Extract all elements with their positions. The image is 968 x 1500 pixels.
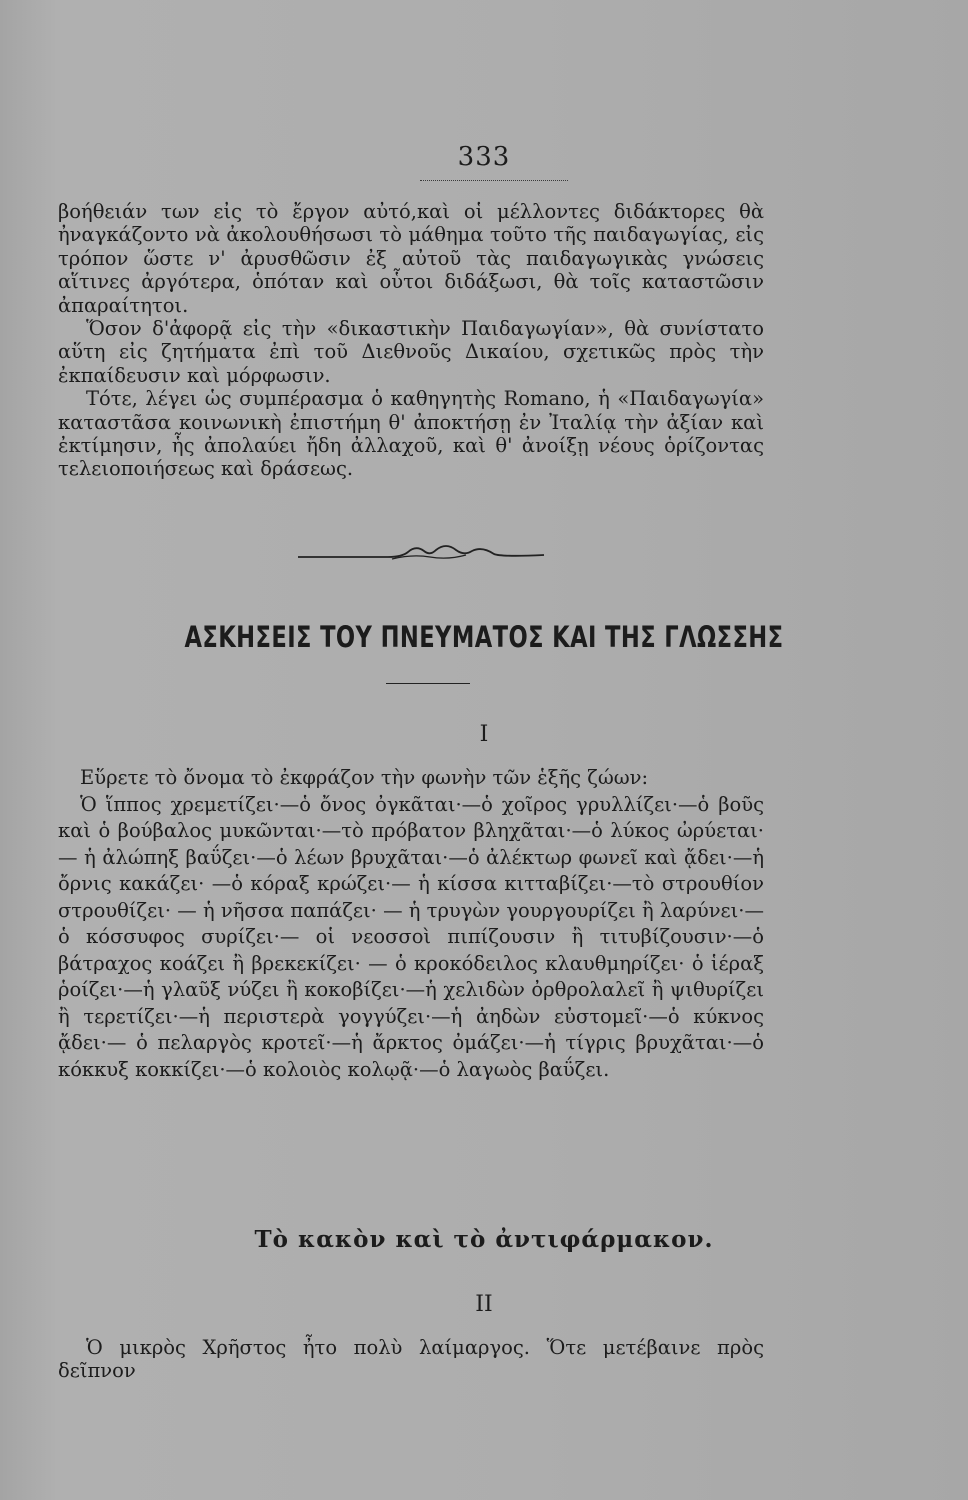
exercise-2-first-line: Ὁ μικρὸς Χρῆστος ἦτο πολὺ λαίμαργος. Ὅτε μετέβαινε πρὸς δεῖπνον [58, 1336, 764, 1382]
exercise-1-text [58, 765, 764, 1083]
exercise-1-body: Ὁ ἵππος χρεμετίζει·—ὁ ὄνος ὀγκᾶται·—ὁ χοῖρος γρυλλίζει·—ὁ βοῦς καὶ ὁ βούβαλος μυκῶνται·—τὸ πρόβατον βληχᾶται·—ὁ λύκος ὠρύεται· — ἡ ἀλώπηξ βαΰζει·—ὁ λέων βρυχᾶται·—ὁ ἀλέκτωρ φωνεῖ καὶ ᾄδει·—ἡ ὄρνις κακάζει· —ὁ κόραξ κρώζει·— ἡ κίσσα κιτταβίζει·—τὸ στρουθίον στρουθίζει· — ἡ νῆσσα παπάζει· — ἡ τρυγὼν γουργουρίζει ἢ λαρύνει·— ὁ κόσσυφος συρίζει·— οἱ νεοσσοὶ πιπίζουσιν ἢ τιτυβίζουσιν·—ὁ βάτραχος κοάζει ἢ βρεκεκίζει· — ὁ κροκόδειλος κλαυθμηρίζει· ὁ ἱέραξ ῥοίζει·—ἡ γλαῦξ νύζει ἢ κοκοβίζει·—ἡ χελιδὼν ὀρθρολαλεῖ ἢ ψιθυρίζει ἢ τερετίζει·—ἡ περιστερὰ γογγύζει·—ἡ ἀηδὼν εὐστομεῖ·—ὁ κύκνος ᾄδει·— ὁ πελαργὸς κροτεῖ·—ἡ ἄρκτος ὀμάζει·—ἡ τίγρις βρυχᾶται·—ὁ κόκκυξ κοκκίζει·—ὁ κολοιὸς κολῳᾷ·—ὁ λαγωὸς βαΰζει. [58, 792, 764, 1081]
exercise-2-subtitle: Τὸ κακὸν καὶ τὸ ἀντιφάρμακον. [254, 1226, 714, 1253]
exercise-numeral-1: I [479, 722, 489, 747]
page-number: 333 [457, 142, 511, 172]
decorative-divider-ornament [296, 540, 546, 564]
title-rule [386, 683, 470, 684]
paragraph-3: Τότε, λέγει ὡς συμπέρασμα ὁ καθηγητὴς Romano, ἡ «Παιδαγωγία» καταστᾶσα κοινωνικὴ ἐπιστήμη θ' ἀποκτήσῃ ἐν Ἰταλίᾳ τὴν ἀξίαν καὶ ἐκτίμησιν, ἧς ἀπολαύει ἤδη ἀλλαχοῦ, καὶ θ' ἀνοίξῃ νέους ὁρίζοντας τελειοποιήσεως καὶ δράσεως. [58, 387, 764, 481]
section-title: ΑΣΚΗΣΕΙΣ ΤΟΥ ΠΝΕΥΜΑΤΟΣ ΚΑΙ ΤΗΣ ΓΛΩΣΣΗΣ [184, 620, 784, 654]
exercise-numeral-2: II [475, 1292, 493, 1317]
body-text [58, 200, 764, 481]
paragraph-1: βοήθειάν των εἰς τὸ ἔργον αὐτό,καὶ οἱ μέλλοντες διδάκτορες θὰ ἠναγκάζοντο νὰ ἀκολουθήσωσι τὸ μάθημα τοῦτο τῆς παιδαγωγίας, εἰς τρόπον ὥστε ν' ἀρυσθῶσιν ἐξ αὐτοῦ τὰς παιδαγωγικὰς γνώσεις αἵτινες ἀργότερα, ὁπόταν καὶ οὗτοι διδάξωσι, θὰ τοῖς καταστῶσιν ἀπαραίτητοι. [58, 200, 764, 317]
exercise-1-prompt: Εὕρετε τὸ ὄνομα τὸ ἐκφράζον τὴν φωνὴν τῶν ἑξῆς ζώων: [80, 766, 649, 789]
page-number-rule [420, 180, 568, 181]
paragraph-2: Ὅσον δ'ἀφορᾷ εἰς τὴν «δικαστικὴν Παιδαγωγίαν», θὰ συνίστατο αὕτη εἰς ζητήματα ἐπὶ τοῦ Διεθνοῦς Δικαίου, σχετικῶς πρὸς τὴν ἐκπαίδευσιν καὶ μόρφωσιν. [58, 317, 764, 387]
